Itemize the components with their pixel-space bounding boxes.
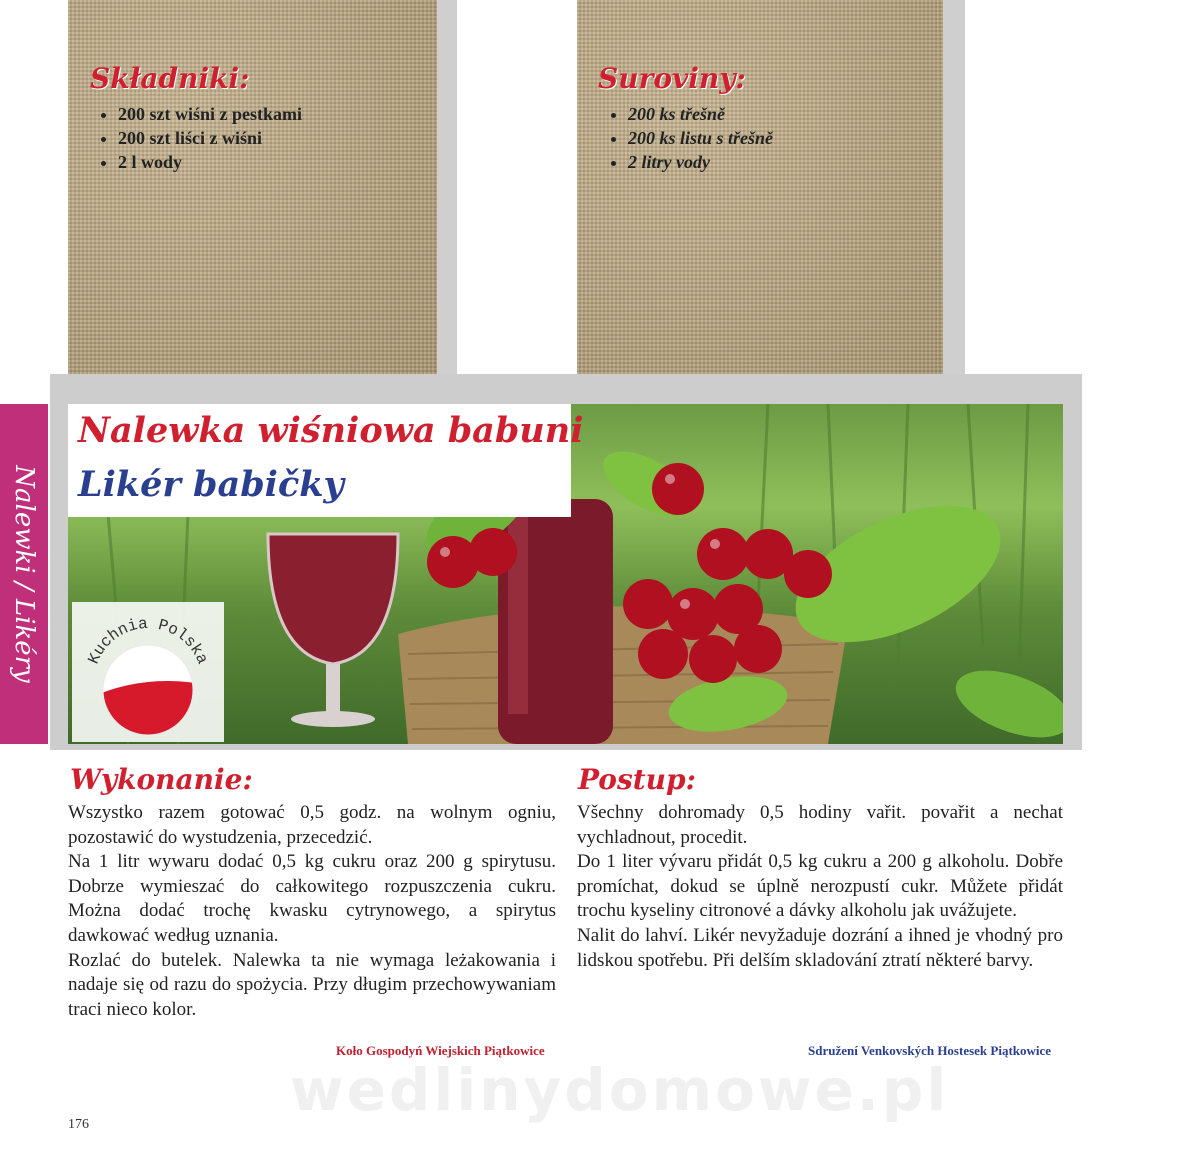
- paragraph: Do 1 liter vývaru přidát 0,5 kg cukru a 200 g alkoholu. Dobře promíchat, dokud se úplně nerozpustí cukr. Můžete přidát trochu kyseliny citronové a dávky alkoholu jak uvážujete.: [577, 851, 1063, 922]
- paragraph: Všechny dohromady 0,5 hodiny vařit. povařit a nechat vychladnout, procedit.: [577, 802, 1063, 848]
- method-title-cz: Postup:: [578, 763, 696, 796]
- method-title-pl: Wykonanie:: [70, 763, 253, 796]
- list-item: • 200 ks listu s třešně: [628, 126, 773, 150]
- paragraph: Wszystko razem gotować 0,5 godz. na wolnym ogniu, pozostawić do wystudzenia, przecedzić.: [68, 802, 556, 848]
- list-item: • 200 szt liści z wiśni: [118, 126, 302, 150]
- paragraph: Nalit do lahví. Likér nevyžaduje dozrání a ihned je vhodný pro lidskou spotřebu. Při delším skladování ztratí některé barvy.: [577, 924, 1063, 971]
- ingredients-title-cz: Suroviny:: [598, 62, 746, 95]
- list-item: • 2 litry vody: [628, 150, 773, 174]
- list-item: • 200 ks třešně: [628, 102, 773, 126]
- category-side-tab: [0, 404, 48, 744]
- ingredients-title-pl: Składniki:: [90, 62, 250, 95]
- method-text-pl: [68, 801, 556, 1022]
- polish-flag-icon: [72, 602, 224, 742]
- list-item: • 2 l wody: [118, 150, 302, 174]
- title-box: [68, 404, 584, 517]
- recipe-title-pl: Nalewka wiśniowa babuni: [78, 410, 584, 451]
- page-number: 176: [68, 1117, 89, 1132]
- watermark: wedlinydomowe.pl: [290, 1056, 950, 1124]
- ingredients-list-cz: [602, 102, 773, 174]
- paragraph: Na 1 litr wywaru dodać 0,5 kg cukru oraz 200 g spirytusu. Dobrze wymieszać do całkowitego rozpuszczenia cukru. Można dodać trochę kwasku cytrynowego, a spirytus dawkować według uznania.: [68, 851, 556, 946]
- panel-divider: [437, 0, 457, 378]
- paragraph: Rozlać do butelek. Nalewka ta nie wymaga leżakowania i nadaje się od razu do spożycia. Przy długim przechowywaniam traci nieco kolor.: [68, 949, 556, 1020]
- ingredients-panel-cz: [577, 0, 943, 378]
- signature-cz: Sdružení Venkovských Hostesek Piątkowice: [808, 1043, 1052, 1058]
- ingredients-panel-pl: [68, 0, 437, 378]
- method-text-cz: [577, 801, 1063, 973]
- recipe-title-cz: Likér babičky: [78, 464, 344, 505]
- kuchnia-polska-logo: [72, 602, 224, 742]
- ingredients-list-pl: [92, 102, 302, 174]
- list-item: • 200 szt wiśni z pestkami: [118, 102, 302, 126]
- logo-text: Kuchnia Polska: [84, 614, 212, 667]
- signature-pl: Koło Gospodyń Wiejskich Piątkowice: [336, 1043, 545, 1058]
- category-label: Nalewki / Likéry: [9, 465, 39, 683]
- panel-divider: [943, 0, 965, 378]
